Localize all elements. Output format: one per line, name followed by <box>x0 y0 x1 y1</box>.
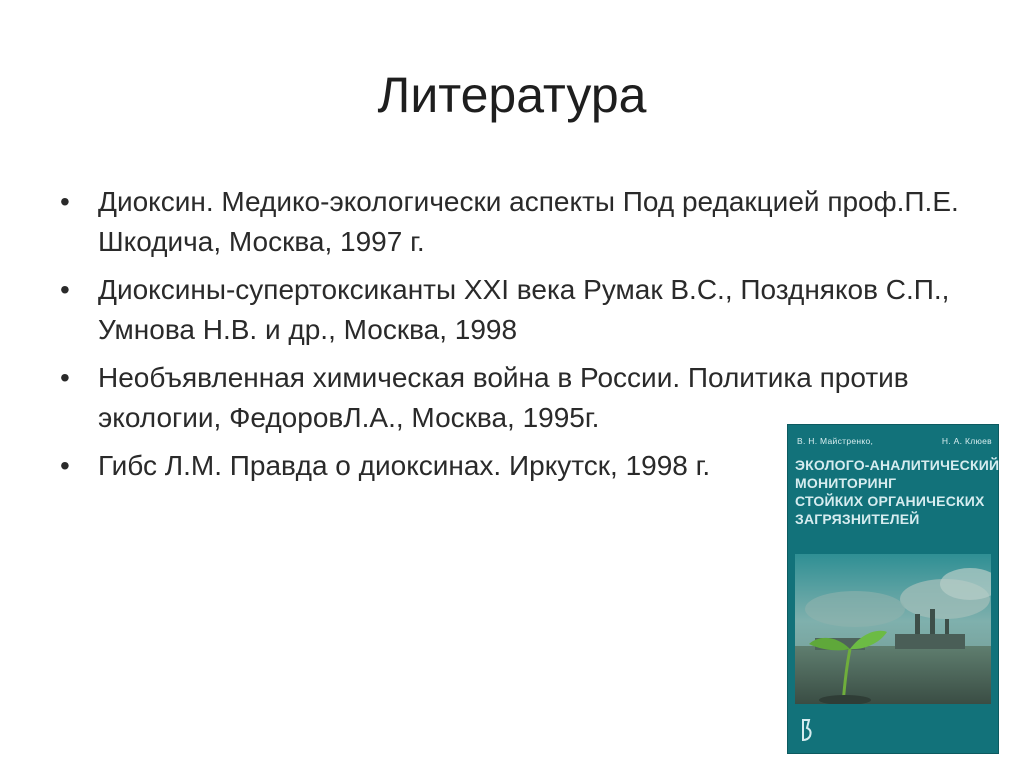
slide-title: Литература <box>377 67 647 123</box>
book-cover-illustration <box>795 554 991 704</box>
list-item-text: Необъявленная химическая война в России. Политика против экологии, ФедоровЛ.А., Москва, 1995г. <box>98 362 909 433</box>
book-title-line: СТОЙКИХ ОРГАНИЧЕСКИХ <box>795 493 985 509</box>
book-cover-image <box>787 424 999 754</box>
list-item-text: Диоксины-супертоксиканты XXI века Румак В.С., Поздняков С.П., Умнова Н.В. и др., Москва, 1998 <box>98 274 950 345</box>
bullet-icon: • <box>60 274 70 305</box>
bullet-icon: • <box>60 362 70 393</box>
book-title-line: ЗАГРЯЗНИТЕЛЕЙ <box>795 511 920 527</box>
book-authors <box>797 436 992 446</box>
publisher-logo-icon <box>799 718 815 742</box>
bullet-icon: • <box>60 450 70 481</box>
bullet-icon: • <box>60 186 70 217</box>
list-item-text: Гибс Л.М. Правда о диоксинах. Иркутск, 1998 г. <box>98 450 711 481</box>
book-author: В. Н. Майстренко, <box>797 436 874 446</box>
list-item-text: Диоксин. Медико-экологически аспекты Под редакцией проф.П.Е. Шкодича, Москва, 1997 г. <box>98 186 959 257</box>
book-title-line: МОНИТОРИНГ <box>795 475 897 491</box>
book-author: Н. А. Клюев <box>941 436 992 446</box>
list-item <box>60 182 960 262</box>
list-item <box>60 270 960 350</box>
book-title <box>795 456 999 528</box>
book-title-line: ЭКОЛОГО-АНАЛИТИЧЕСКИЙ <box>795 457 999 473</box>
